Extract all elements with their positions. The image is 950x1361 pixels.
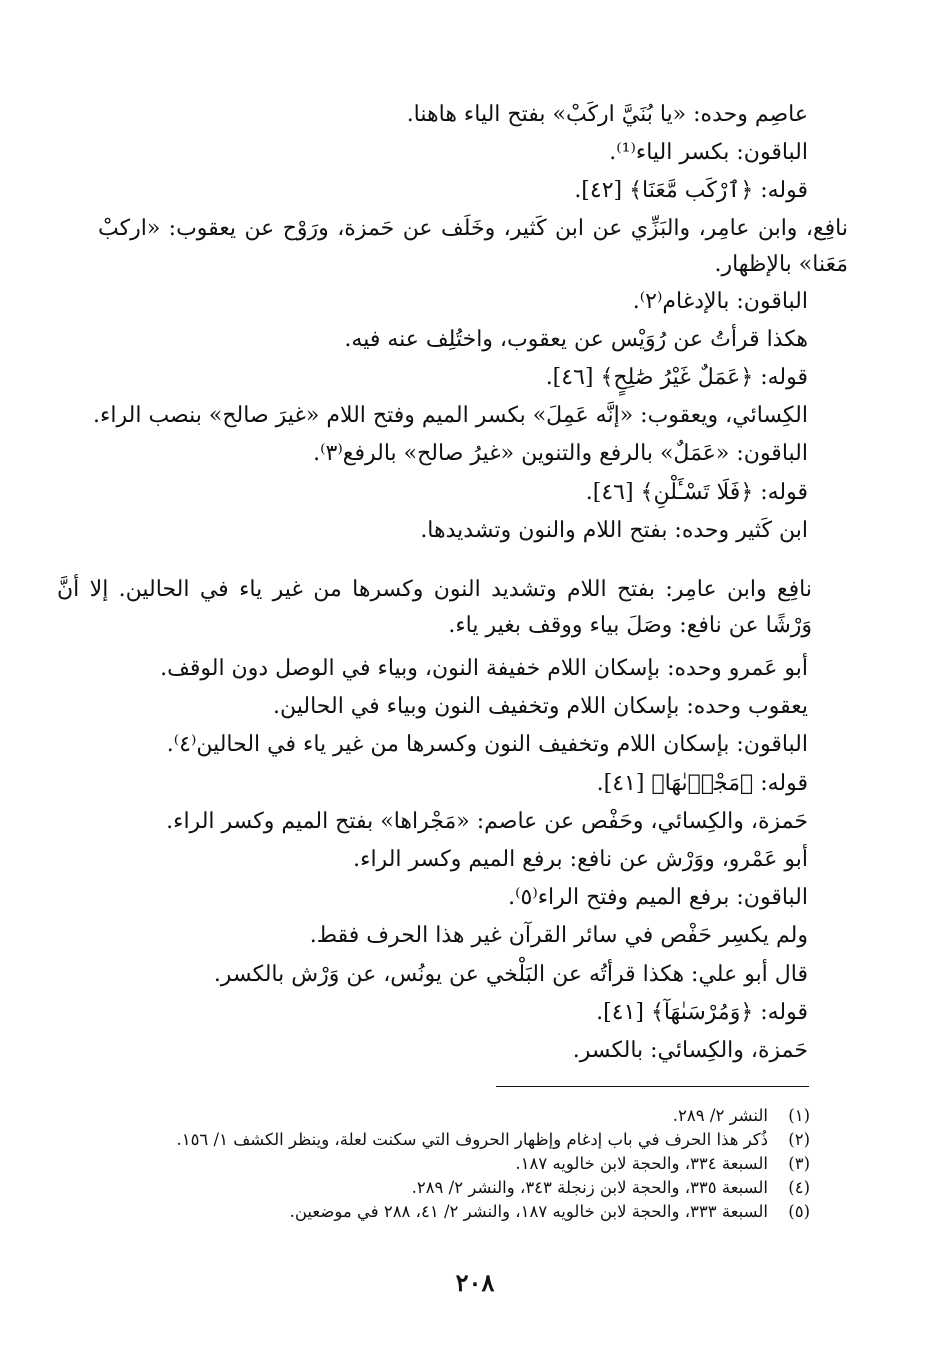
paragraph-block	[57, 572, 812, 644]
footnote-separator	[496, 1086, 809, 1087]
footnote-text: السبعة ٣٣٥، والحجة لابن زنجلة ٣٤٣، والنشر ٢/ ٢٨٩.	[411, 1178, 768, 1197]
text-line: ابن كَثير وحده: بفتح اللام والنون وتشديدها.	[420, 517, 808, 543]
footnote-number: (١)	[788, 1106, 810, 1125]
footnote	[120, 1152, 810, 1176]
text-line: الباقون: بالإدغام⁽٢⁾.	[632, 288, 808, 314]
footnote	[120, 1128, 810, 1152]
text-line: الباقون: برفع الميم وفتح الراء⁽٥⁾.	[508, 885, 808, 911]
text-line: عاصِم وحده: «يا بُنَيَّ اركَبْ» بفتح الياء هاهنا.	[406, 102, 808, 127]
text-line: أبو عَمرو وحده: بإسكان اللام خفيفة النون، وبياء في الوصل دون الوقف.	[160, 656, 808, 681]
footnote-text: ذُكر هذا الحرف في باب إدغام وإظهار الحروف التي سكنت لعلة، وينظر الكشف ١/ ١٥٦.	[176, 1130, 768, 1149]
text-line: حَمزة، والكِسائي: بالكسر.	[572, 1038, 808, 1064]
footnote-number: (٤)	[788, 1178, 810, 1197]
footnote-text: السبعة ٣٣٤، والحجة لابن خالويه ١٨٧.	[515, 1154, 768, 1173]
footnote-number: (٣)	[788, 1154, 810, 1173]
text-line: قوله: ﴿وَمُرْسَىٰهَآ﴾ [٤١].	[596, 999, 808, 1025]
text-line: نافِع وابن عامِر: بفتح اللام وتشديد النون وكسرها من غير ياء في الحالين. إلا أنَّ وَرْشًا عن نافع: وصَلَ بياء ووقف بغير ياء.	[57, 577, 812, 638]
text-line: ولم يكسِر حَفْص في سائر القرآن غير هذا الحرف فقط.	[309, 923, 808, 949]
footnote-number: (٥)	[788, 1202, 810, 1221]
text-line: يعقوب وحده: بإسكان اللام وتخفيف النون وبياء في الحالين.	[273, 694, 808, 720]
text-line: قوله: ﴿ٱرْكَب مَّعَنَا﴾ [٤٢].	[574, 178, 808, 204]
text-line: الباقون: «عَمَلٌ» بالرفع والتنوين «غيرُ صالح» بالرفع⁽٣⁾.	[313, 441, 808, 467]
page-number: ٢٠٨	[455, 1268, 495, 1297]
footnote-text: السبعة ٣٣٣، والحجة لابن خالويه ١٨٧، والنشر ٢/ ٤١، ٢٨٨ في موضعين.	[289, 1202, 768, 1221]
text-line: نافِع، وابن عامِر، والبَزِّي عن ابن كَثير، وخَلَف عن حَمزة، ورَوْح عن يعقوب: «اركبْ مَعَنا» بالإظهار.	[98, 215, 848, 277]
text-line: الباقون: بإسكان اللام وتخفيف النون وكسرها من غير ياء في الحالين⁽٤⁾.	[166, 732, 808, 758]
text-line: حَمزة، والكِسائي، وحَفْص عن عاصم: «مَجْراها» بفتح الميم وكسر الراء.	[166, 808, 808, 834]
text-line: قوله: ﴿فَلَا تَسْـَٔلْنِ﴾ [٤٦].	[585, 479, 808, 505]
footnotes	[120, 1104, 810, 1224]
footnote	[120, 1104, 810, 1128]
text-line: قوله: ﴿مَجْرٜىٰهَا﴾ [٤١].	[596, 770, 808, 796]
text-line: الكِسائي، ويعقوب: «إنَّه عَمِلَ» بكسر الميم وفتح اللام «غيرَ صالح» بنصب الراء.	[93, 403, 808, 429]
text-line: قوله: ﴿عَمَلٌ غَيْرُ صَٰلِحٍ﴾ [٤٦].	[545, 365, 808, 391]
text-line: هكذا قرأتُ عن رُوَيْس عن يعقوب، واختُلِف عنه فيه.	[344, 326, 808, 352]
main-text-block-2	[98, 650, 808, 1070]
footnote-number: (٢)	[788, 1130, 810, 1149]
text-line: قال أبو علي: هكذا قرأتُه عن البَلْخي عن يونُس، عن وَرْش بالكسر.	[213, 961, 808, 987]
text-line: الباقون: بكسر الياء⁽¹⁾.	[609, 140, 808, 166]
main-text-block	[93, 96, 848, 550]
footnote	[120, 1176, 810, 1200]
text-line: أبو عَمْرو، ووَرْش عن نافع: برفع الميم وكسر الراء.	[353, 847, 808, 873]
footnote-text: النشر ٢/ ٢٨٩.	[672, 1106, 768, 1125]
footnote	[120, 1200, 810, 1224]
